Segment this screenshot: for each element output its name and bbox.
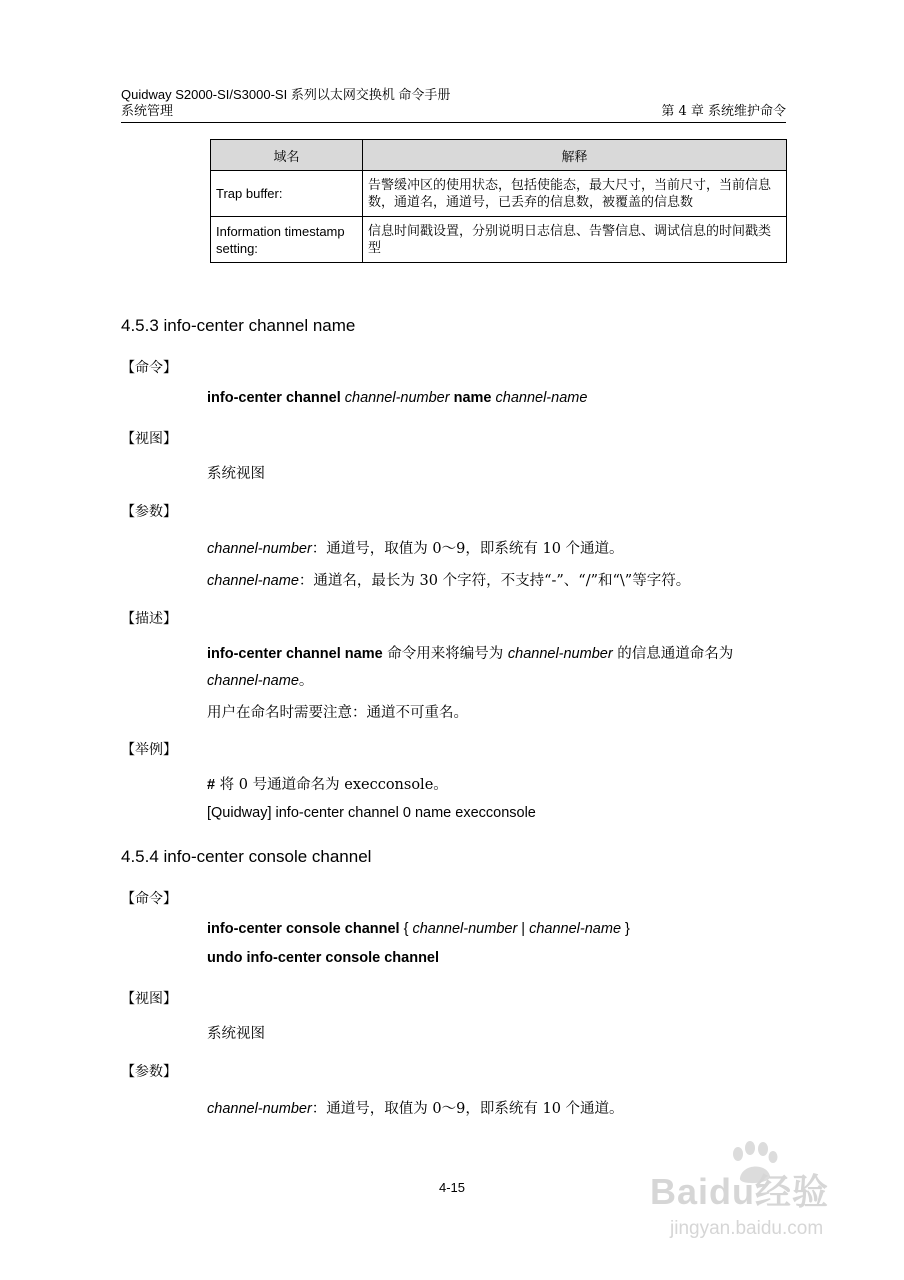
description-line [207,669,313,690]
keyword: info-center console channel [207,921,400,937]
section-title: 4.5.4 info-center console channel [121,847,372,866]
section-title: 4.5.3 info-center channel name [121,316,356,335]
keyword: info-center channel [207,390,345,406]
table-header-cell: 解释 [363,140,787,171]
watermark-logo: Baidu经验 [650,1171,830,1212]
view-label: 【视图】 [121,431,177,447]
example-label: 【举例】 [121,742,177,758]
param-line [207,537,624,558]
argument: channel-number [344,390,450,406]
undo-command-syntax [207,950,439,966]
param-desc: ：通道名，最长为 30 个字符，不支持“-”、“/”和“\”等字符。 [298,573,691,589]
page-header [121,86,786,120]
description-text: 。 [298,673,314,689]
command-label: 【命令】 [121,891,177,907]
view-text: 系统视图 [207,466,265,482]
param-name: channel-number [207,541,312,557]
command-label: 【命令】 [121,360,177,376]
param-label: 【参数】 [121,504,177,520]
param-line [207,569,690,590]
command-syntax [207,390,587,406]
header-section: 系统管理 [121,104,174,119]
command-syntax [207,921,630,937]
param-desc: ：通道号，取值为 0～9，即系统有 10 个通道。 [311,541,624,557]
header-chapter: 第 4 章 系统维护命令 [661,104,786,119]
example-comment-text: 将 0 号通道命名为 execconsole。 [215,777,448,793]
watermark [640,1140,870,1260]
header-title: Quidway S2000-SI/S3000-SI 系列以太网交换机 命令手册 [121,87,451,102]
description-note: 用户在命名时需要注意：通道不可重名。 [207,705,468,721]
description-label: 【描述】 [121,611,177,627]
argument: channel-name [495,390,588,406]
keyword: name [449,390,496,406]
syntax-brace: } [621,921,630,937]
param-line [207,1097,624,1118]
table-row [211,217,787,263]
syntax-pipe: | [517,921,530,937]
table-header-cell: 域名 [211,140,363,171]
argument: channel-number [412,921,518,937]
watermark-url: jingyan.baidu.com [670,1218,824,1239]
table-row [211,171,787,217]
syntax-brace: { [399,921,413,937]
argument: channel-name [207,673,299,689]
description-text: 命令用来将编号为 [382,646,508,662]
view-label: 【视图】 [121,991,177,1007]
param-name: channel-name [207,573,299,589]
field-table [210,139,787,263]
keyword: undo info-center console channel [207,950,440,966]
table-cell: 信息时间戳设置，分别说明日志信息、告警信息、调试信息的时间戳类型 [363,217,787,263]
page-number: 4-15 [438,1180,466,1195]
view-text: 系统视图 [207,1026,265,1042]
param-name: channel-number [207,1101,312,1117]
param-label: 【参数】 [121,1064,177,1080]
description-line [207,642,733,663]
table-header-row [211,140,787,171]
example-comment [207,773,448,794]
description-text: 的信息通道命名为 [612,646,734,662]
argument: channel-number [507,646,613,662]
argument: channel-name [529,921,622,937]
hash-mark: # [207,777,216,793]
table-cell: 告警缓冲区的使用状态，包括使能态，最大尺寸，当前尺寸，当前信息数，通道名，通道号，已丢弃的信息数，被覆盖的信息数 [363,171,787,217]
header-divider [121,122,786,123]
example-command: [Quidway] info-center channel 0 name execconsole [207,805,536,821]
table-cell: Trap buffer: [211,171,363,217]
table-cell: Information timestamp setting: [211,217,363,263]
keyword: info-center channel name [207,646,383,662]
param-desc: ：通道号，取值为 0～9，即系统有 10 个通道。 [311,1101,624,1117]
